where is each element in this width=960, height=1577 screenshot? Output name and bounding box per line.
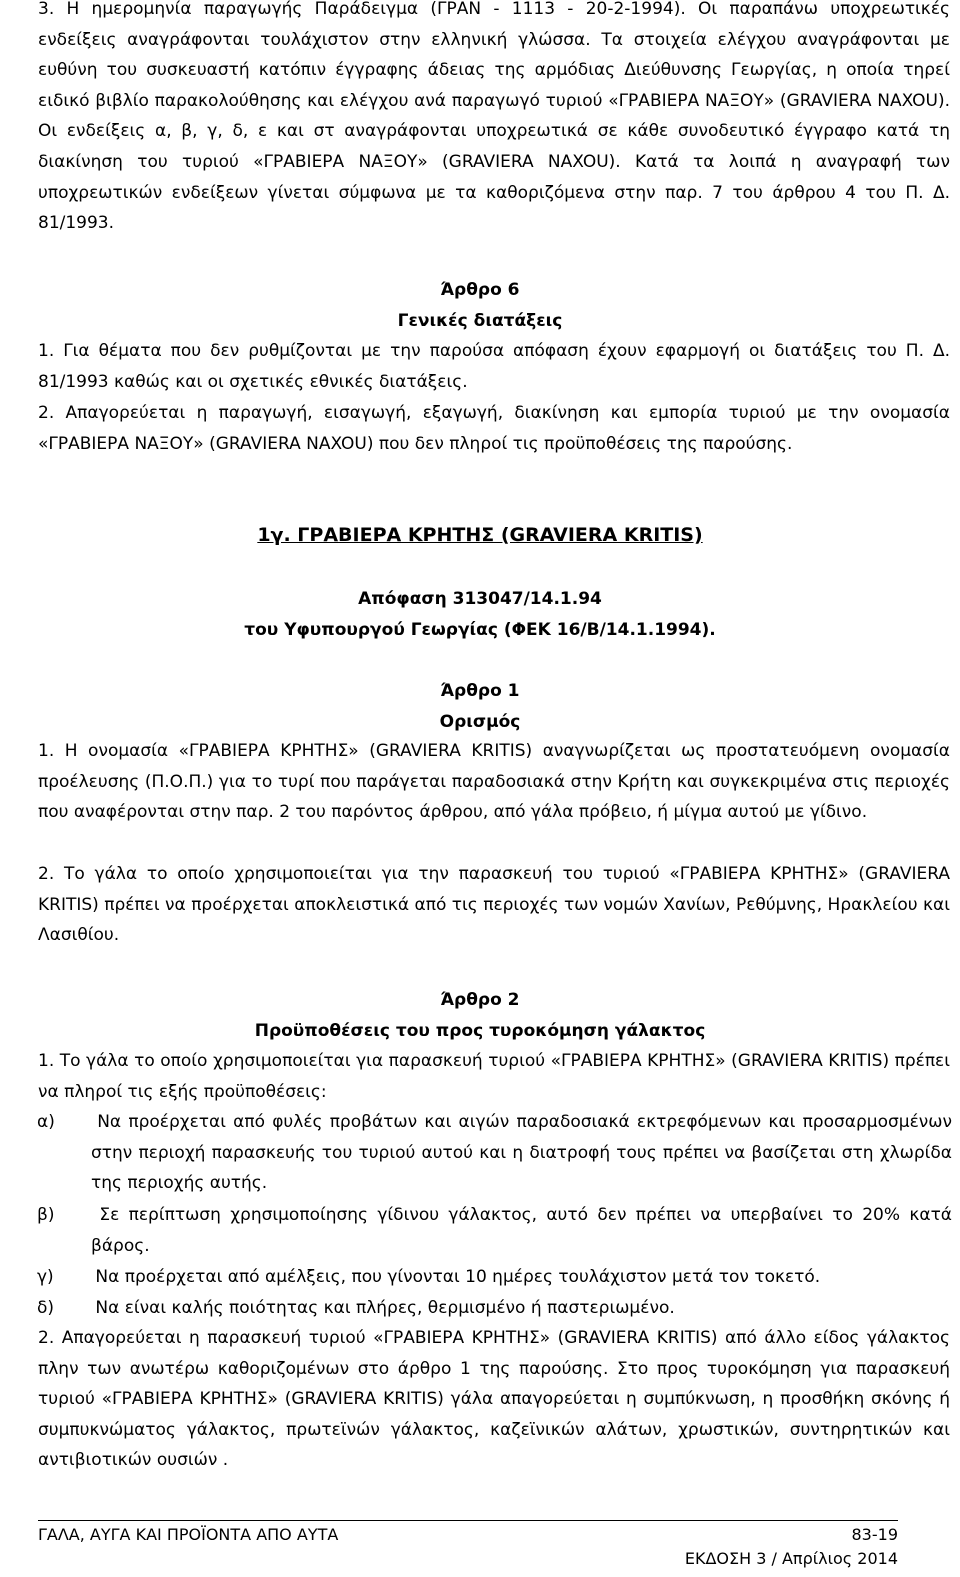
article-2-paragraph-2: 2. Απαγορεύεται η παρασκευή τυριού «ΓΡΑΒΙΕΡΑ ΚΡΗΤΗΣ» (GRAVIERA KRITIS) από άλλο είδος γάλακτος πλην των ανωτέρω καθοριζομένων στο άρθρο 1 της παρούσης. Στο προς τυροκόμηση για παρασκευή τυριού «ΓΡΑΒΙΕΡΑ ΚΡΗΤΗΣ» (GRAVIERA KRITIS) γάλα απαγορεύεται η συμπύκνωση, η προσθήκη σκόνης ή συμπυκνώματος γάλακτος, πρωτεϊνών γάλακτος, καζεϊνικών αλάτων, χρωστικών, συντηρητικών και αντιβιοτικών ουσιών . bbox=[38, 1328, 950, 1471]
article-2-item-b bbox=[37, 1200, 953, 1261]
footer-divider bbox=[38, 1520, 898, 1521]
footer-page-number: 83-19 bbox=[851, 1525, 898, 1544]
item-text: Να προέρχεται από αμέλξεις, που γίνονται 10 ημέρες τουλάχιστον μετά τον τοκετό. bbox=[95, 1267, 821, 1287]
article-2-title: Άρθρο 2 bbox=[440, 990, 520, 1010]
paragraph-3-marking: 3. Η ημερομηνία παραγωγής Παράδειγμα (ΓΡΑΝ - 1113 - 20-2-1994). Οι παραπάνω υποχρεωτικές ενδείξεις αναγράφονται τουλάχιστον στην ελληνική γλώσσα. Τα στοιχεία ελέγχου αναγράφονται με ευθύνη του συσκευαστή κατόπιν έγγραφης άδειας της αρμόδιας Διεύθυνσης Γεωργίας, η οποία τηρεί ειδικό βιβλίο παρακολούθησης και ελέγχου ανά παραγωγό τυριού «ΓΡΑΒΙΕΡΑ ΝΑΞΟΥ» (GRAVIERA NAXOU). Οι ενδείξεις α, β, γ, δ, ε και στ αναγράφονται υποχρεωτικά σε κάθε συνοδευτικό έγγραφο κατά τη διακίνηση του τυριού «ΓΡΑΒΙΕΡΑ ΝΑΞΟΥ» (GRAVIERA NAXOU). Κατά τα λοιπά η αναγραφή των υποχρεωτικών ενδείξεων γίνεται σύμφωνα με τα καθοριζόμενα στην παρ. 7 του άρθρου 4 του Π. Δ. 81/1993. bbox=[38, 0, 950, 234]
footer-chapter-title: ΓΑΛΑ, ΑΥΓΑ ΚΑΙ ΠΡΟΪΟΝΤΑ ΑΠΟ ΑΥΤΑ bbox=[38, 1525, 339, 1544]
decision-line-2: του Υφυπουργού Γεωργίας (ΦΕΚ 16/Β/14.1.1994). bbox=[244, 620, 716, 640]
article-1-title: Άρθρο 1 bbox=[440, 681, 520, 701]
article-2-item-d bbox=[37, 1293, 952, 1324]
article-1-paragraph-1: 1. Η ονομασία «ΓΡΑΒΙΕΡΑ ΚΡΗΤΗΣ» (GRAVIERA KRITIS) αναγνωρίζεται ως προστατευόμενη ονομασία προέλευσης (Π.Ο.Π.) για το τυρί που παράγεται παραδοσιακά στην Κρήτη και συγκεκριμένα στις περιοχές που αναφέρονται στην παρ. 2 του παρόντος άρθρου, από γάλα πρόβειο, ή μίγμα αυτού με γίδινο. bbox=[38, 741, 950, 823]
item-label: β) bbox=[37, 1205, 55, 1225]
item-label: α) bbox=[37, 1112, 55, 1132]
section-heading: 1γ. ΓΡΑΒΙΕΡΑ ΚΡΗΤΗΣ (GRAVIERA KRITIS) bbox=[257, 524, 703, 546]
article-1-paragraph-2: 2. Το γάλα το οποίο χρησιμοποιείται για την παρασκευή του τυριού «ΓΡΑΒΙΕΡΑ ΚΡΗΤΗΣ» (GRAVIERA KRITIS) πρέπει να προέρχεται αποκλειστικά από τις περιοχές των νομών Χανίων, Ρεθύμνης, Ηρακλείου και Λασιθίου. bbox=[38, 864, 950, 946]
article-2-subtitle: Προϋποθέσεις του προς τυροκόμηση γάλακτος bbox=[254, 1021, 706, 1041]
article-6-paragraph-2: 2. Απαγορεύεται η παραγωγή, εισαγωγή, εξαγωγή, διακίνηση και εμπορία τυριού με την ονομασία «ΓΡΑΒΙΕΡΑ ΝΑΞΟΥ» (GRAVIERA NAXOU) που δεν πληροί τις προϋποθέσεις της παρούσης. bbox=[38, 403, 950, 454]
article-1-subtitle: Ορισμός bbox=[439, 712, 521, 732]
item-text: Να είναι καλής ποιότητας και πλήρες, θερμισμένο ή παστεριωμένο. bbox=[95, 1298, 675, 1318]
article-2-item-a bbox=[37, 1107, 952, 1199]
article-6-title: Άρθρο 6 bbox=[440, 280, 520, 300]
article-2-paragraph-1: 1. Το γάλα το οποίο χρησιμοποιείται για παρασκευή τυριού «ΓΡΑΒΙΕΡΑ ΚΡΗΤΗΣ» (GRAVIERA KRITIS) πρέπει να πληροί τις εξής προϋποθέσεις: bbox=[38, 1051, 950, 1102]
item-text: Να προέρχεται από φυλές προβάτων και αιγών παραδοσιακά εκτρεφόμενων και προσαρμοσμένων στην περιοχή παρασκευής του τυριού αυτού και η διατροφή τους πρέπει να βασίζεται στη χλωρίδα της περιοχής αυτής. bbox=[91, 1112, 952, 1194]
article-2-item-c bbox=[37, 1262, 952, 1293]
item-text: Σε περίπτωση χρησιμοποίησης γίδινου γάλακτος, αυτό δεν πρέπει να υπερβαίνει το 20% κατά βάρος. bbox=[91, 1205, 953, 1256]
item-label: γ) bbox=[37, 1267, 54, 1287]
article-6-subtitle: Γενικές διατάξεις bbox=[397, 311, 563, 331]
footer-right-block bbox=[685, 1523, 898, 1571]
item-label: δ) bbox=[37, 1298, 55, 1318]
footer-edition: ΕΚΔΟΣΗ 3 / Απρίλιος 2014 bbox=[684, 1549, 898, 1568]
article-6-paragraph-1: 1. Για θέματα που δεν ρυθμίζονται με την παρούσα απόφαση έχουν εφαρμογή οι διατάξεις του Π. Δ. 81/1993 καθώς και οι σχετικές εθνικές διατάξεις. bbox=[38, 341, 950, 392]
decision-line-1: Απόφαση 313047/14.1.94 bbox=[358, 589, 602, 609]
